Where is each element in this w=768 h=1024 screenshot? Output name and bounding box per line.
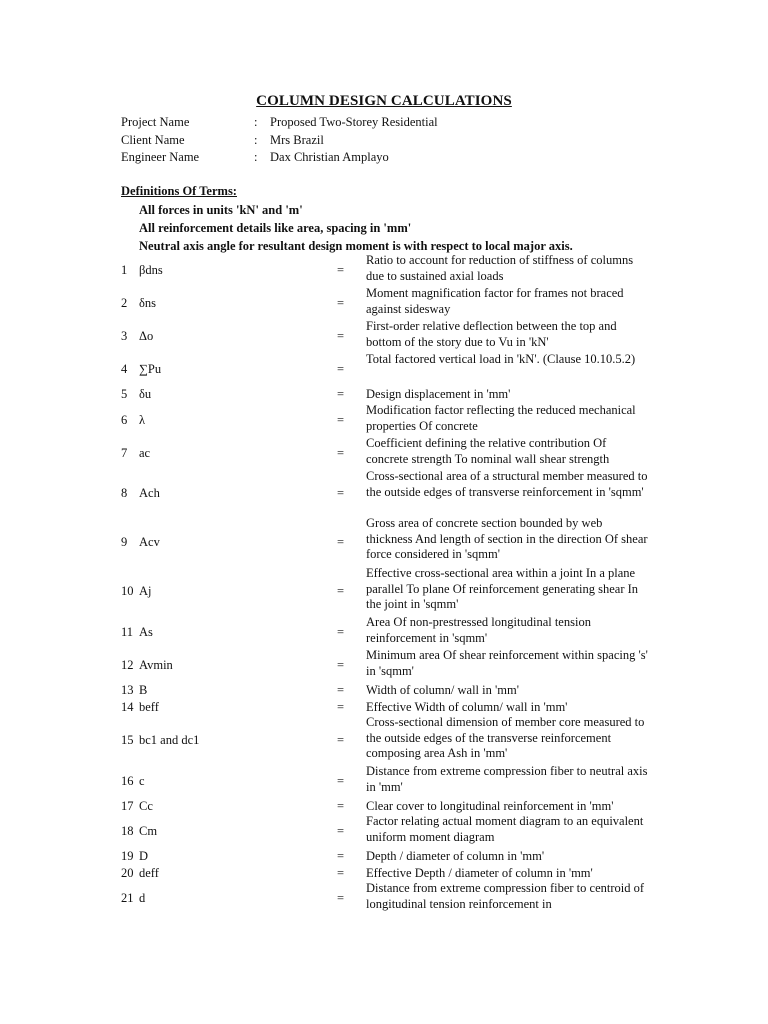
term-row — [0, 765, 768, 798]
project-row — [121, 114, 641, 132]
term-number: 9 — [121, 534, 128, 549]
term-number: 15 — [121, 732, 134, 747]
term-equals: = — [337, 682, 345, 697]
term-description: Gross area of concrete section bounded by web thickness And length of section in the direction Of shear force considered in 'sqmm' — [366, 516, 648, 562]
note-forces: All forces in units 'kN' and 'm' — [139, 203, 303, 217]
term-symbol: d — [139, 890, 146, 905]
term-symbol: ac — [139, 445, 151, 460]
term-row — [0, 254, 768, 287]
term-description: Area Of non-prestressed longitudinal tension reinforcement in 'sqmm' — [366, 615, 591, 645]
term-description: First-order relative deflection between the top and bottom of the story due to Vu in 'kN' — [366, 319, 617, 349]
engineer-value: Dax Christian Amplayo — [270, 150, 389, 164]
term-number: 7 — [121, 445, 128, 460]
term-row — [0, 616, 768, 649]
term-equals: = — [337, 583, 345, 598]
term-number: 14 — [121, 699, 134, 714]
term-equals: = — [337, 773, 345, 788]
term-symbol: Ach — [139, 486, 160, 501]
term-description: Distance from extreme compression fiber to centroid of longitudinal tension reinforcement in — [366, 881, 645, 911]
term-symbol: δns — [139, 295, 157, 310]
term-number: 16 — [121, 773, 134, 788]
term-symbol: Δo — [139, 328, 154, 343]
term-number: 5 — [121, 387, 128, 402]
term-symbol: δu — [139, 387, 152, 402]
term-row — [0, 798, 768, 815]
term-number: 17 — [121, 798, 134, 813]
term-symbol: Avmin — [139, 657, 173, 672]
term-number: 20 — [121, 865, 134, 880]
term-description: Cross-sectional dimension of member core measured to the outside edges of the transverse reinforcement composing area Ash in 'mm' — [366, 715, 645, 761]
term-row — [0, 882, 768, 915]
term-equals: = — [337, 624, 345, 639]
term-number: 3 — [121, 328, 128, 343]
term-number: 18 — [121, 823, 134, 838]
term-description: Width of column/ wall in 'mm' — [366, 683, 519, 697]
term-row — [0, 470, 768, 518]
page-title: COLUMN DESIGN CALCULATIONS — [256, 93, 512, 109]
engineer-row — [121, 149, 641, 167]
term-equals: = — [337, 534, 345, 549]
term-description: Effective Width of column/ wall in 'mm' — [366, 700, 568, 714]
term-description: Depth / diameter of column in 'mm' — [366, 849, 545, 863]
term-equals: = — [337, 848, 345, 863]
term-equals: = — [337, 445, 345, 460]
term-description: Ratio to account for reduction of stiffness of columns due to sustained axial loads — [366, 253, 634, 283]
term-equals: = — [337, 865, 345, 880]
term-equals: = — [337, 798, 345, 813]
term-description: Effective cross-sectional area within a joint In a plane parallel To plane Of reinforcement generating shear In the joint in 'sqmm' — [366, 566, 639, 612]
term-description: Effective Depth / diameter of column in 'mm' — [366, 866, 593, 880]
term-description: Clear cover to longitudinal reinforcement in 'mm' — [366, 799, 614, 813]
term-row — [0, 437, 768, 470]
term-equals: = — [337, 699, 345, 714]
term-description: Design displacement in 'mm' — [366, 387, 511, 401]
term-row — [0, 386, 768, 404]
term-number: 1 — [121, 262, 128, 277]
term-description: Distance from extreme compression fiber to neutral axis in 'mm' — [366, 764, 648, 794]
term-symbol: βdns — [139, 262, 163, 277]
term-number: 19 — [121, 848, 134, 863]
term-row — [0, 353, 768, 386]
term-row — [0, 287, 768, 320]
term-row — [0, 404, 768, 437]
term-number: 21 — [121, 890, 134, 905]
project-separator: : — [254, 115, 258, 129]
term-number: 6 — [121, 412, 128, 427]
client-row — [121, 132, 641, 150]
engineer-label: Engineer Name — [121, 150, 200, 164]
term-number: 13 — [121, 682, 134, 697]
term-symbol: D — [139, 848, 149, 863]
term-row — [0, 649, 768, 682]
term-row — [0, 682, 768, 699]
term-row — [0, 815, 768, 848]
project-info — [121, 114, 641, 167]
term-description: Factor relating actual moment diagram to an equivalent uniform moment diagram — [366, 814, 644, 844]
term-row — [0, 848, 768, 865]
term-equals: = — [337, 361, 345, 376]
term-number: 4 — [121, 361, 128, 376]
term-row — [0, 320, 768, 353]
term-equals: = — [337, 732, 345, 747]
client-value: Mrs Brazil — [270, 132, 324, 147]
term-equals: = — [337, 486, 345, 501]
project-value: Proposed Two-Storey Residential — [270, 115, 438, 129]
term-equals: = — [337, 262, 345, 277]
term-equals: = — [337, 890, 345, 905]
term-symbol: Acv — [139, 534, 160, 549]
term-equals: = — [337, 412, 345, 427]
term-description: Minimum area Of shear reinforcement within spacing 's' in 'sqmm' — [366, 648, 648, 678]
term-equals: = — [337, 295, 345, 310]
term-symbol: ∑Pu — [139, 361, 162, 376]
term-symbol: deff — [139, 865, 159, 880]
project-label: Project Name — [121, 115, 190, 129]
term-number: 11 — [121, 624, 134, 639]
term-symbol: c — [139, 773, 145, 788]
term-symbol: bc1 and dc1 — [139, 732, 200, 747]
term-number: 2 — [121, 295, 128, 310]
term-row — [0, 567, 768, 616]
note-reinforcement: All reinforcement details like area, spacing in 'mm' — [139, 221, 412, 235]
term-equals: = — [337, 657, 345, 672]
client-label: Client Name — [121, 132, 185, 147]
term-row — [0, 865, 768, 882]
term-symbol: λ — [139, 412, 146, 427]
definitions-heading: Definitions Of Terms: — [121, 184, 237, 198]
client-separator: : — [254, 132, 258, 147]
term-description: Modification factor reflecting the reduced mechanical properties Of concrete — [366, 403, 636, 433]
term-symbol: Cm — [139, 823, 158, 838]
term-symbol: As — [139, 624, 153, 639]
term-row — [0, 518, 768, 567]
term-number: 8 — [121, 486, 128, 501]
term-description: Moment magnification factor for frames not braced against sidesway — [366, 286, 624, 316]
term-number: 12 — [121, 657, 134, 672]
term-number: 10 — [121, 583, 134, 598]
term-description: Coefficient defining the relative contribution Of concrete strength To nominal wall shear strength — [366, 436, 610, 466]
term-row — [0, 699, 768, 716]
term-symbol: Cc — [139, 798, 153, 813]
term-row — [0, 716, 768, 765]
note-neutral-axis: Neutral axis angle for resultant design moment is with respect to local major axis. — [139, 239, 573, 253]
term-equals: = — [337, 823, 345, 838]
unit-notes — [139, 201, 573, 255]
term-symbol: beff — [139, 699, 159, 714]
term-symbol: B — [139, 682, 148, 697]
term-equals: = — [337, 387, 345, 402]
engineer-separator: : — [254, 150, 258, 164]
term-description: Cross-sectional area of a structural member measured to the outside edges of transverse reinforcement in 'sqmm' — [366, 469, 648, 499]
term-equals: = — [337, 328, 345, 343]
term-symbol: Aj — [139, 583, 152, 598]
terms-list — [0, 254, 768, 915]
term-description: Total factored vertical load in 'kN'. (Clause 10.10.5.2) — [366, 352, 636, 366]
